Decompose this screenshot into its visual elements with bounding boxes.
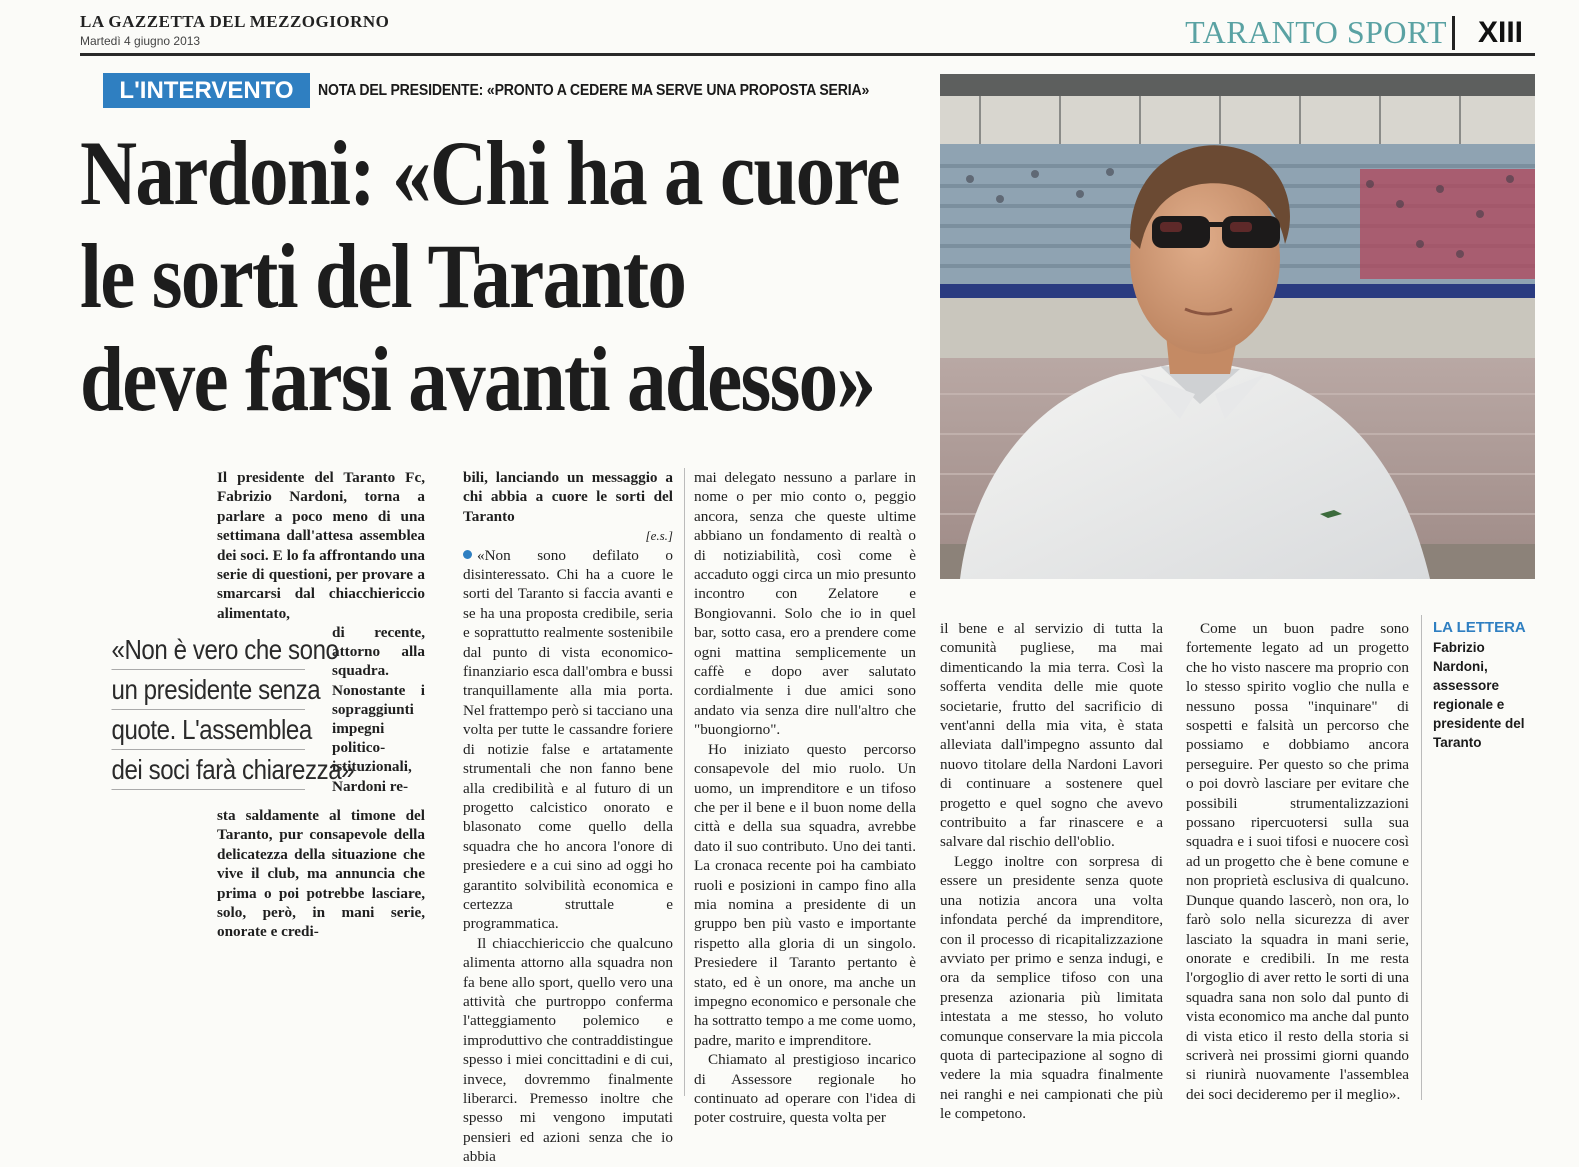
bullet-dot-icon <box>463 550 472 559</box>
headline <box>80 122 940 431</box>
photo-illustration <box>940 74 1535 579</box>
paper-name: LA GAZZETTA DEL MEZZOGIORNO <box>80 12 390 31</box>
photo-caption: Fabrizio Nardoni, assessore regionale e presidente del Taranto <box>1433 640 1525 750</box>
paragraph: Il chiacchiericcio che qualcuno alimenta attorno alla squadra non fa bene allo sport, quello vero una attività che purtroppo conferma l'atteggiamento polemico e improduttivo che contraddistingue spesso i miei concittadini e di cui, invece, dovremmo finalmente liberarci. Premesso inoltre che spesso mi vengono imputati pensieri ed azioni senza che io abbia <box>463 934 673 1166</box>
column-divider <box>684 468 685 1096</box>
paragraph: Chiamato al prestigioso incarico di Assessore regionale ho continuato ad operare con l'idea di poter costruire, questa volta per <box>694 1051 916 1127</box>
lead-paragraph-end: bili, lanciando un messaggio a chi abbia a cuore le sorti del Taranto <box>463 469 673 525</box>
kicker-label: L'INTERVENTO <box>103 73 310 108</box>
headline-line-1: Nardoni: «Chi ha a cuore <box>80 122 899 224</box>
paragraph-text: «Non sono defilato o disinteressato. Chi ha a cuore le sorti del Taranto si faccia avanti e se ha una proposta credibile, seria e soprattutto realmente sostenibile dal punto di vista economico-finanziario esca dall'ombra e bussi tranquillamente alla mia porta. Nel frattempo però si tacciano una volta per tutte le cassandre foriere di notizie false e artatamente strumentali che non fanno bene alla credibilità e al futuro di un progetto calcistico onorato e blasonato come quello della squadra che ho ancora l'onore di presiedere e a cui sino ad oggi ho garantito solvibilità economica e certezza struttale e programmatica. <box>463 546 673 933</box>
lead-paragraph-side: di recente, attorno alla squadra. Nonostante i sopraggiunti impegni politico-istituzionali, Nardoni re- <box>332 624 425 795</box>
lead-paragraph-bottom: sta saldamente al timone del Taranto, pur consapevole della delicatezza della situazione che vive il club, ma annuncia che prima o poi potrebbe lasciare, solo, però, in mani serie, onorate e credi- <box>217 807 425 941</box>
column-3 <box>694 468 916 1128</box>
pull-quote-line-3: quote. L'assemblea <box>112 710 306 750</box>
lead-paragraph-top: Il presidente del Taranto Fc, Fabrizio Nardoni, torna a parlare a poco meno di una settimana dall'attesa assemblea dei soci. E lo fa affrontando una serie di questioni, per provare a smarcarsi dal chiacchiericcio alimentato, <box>217 469 425 622</box>
paragraph: Ho iniziato questo percorso consapevole del mio ruolo. Un uomo, un imprenditore e un tifoso che per il bene e il buon nome della città e della sua squadra, avrebbe dato il suo contributo. Uno dei tanti. La cronaca recente poi ha cambiato ruoli e posizioni in campo fino alla mia nomina a presidente di un gruppo ben più vasto e importante rispetto alla gloria di un singolo. Presiedere il Taranto pertanto è stato, ed è un onore, ma anche un impegno economico e personale che ha sottratto tempo a me come uomo, padre, marito e imprenditore. <box>694 740 916 1049</box>
pull-quote-line-2: un presidente senza <box>112 670 306 710</box>
column-2 <box>463 468 673 1167</box>
pull-quote <box>111 630 355 790</box>
author-signature: [e.s.] <box>645 528 673 544</box>
column-5 <box>1186 619 1409 1104</box>
paragraph: il bene e al servizio di tutta la comunità pugliese, ma mai dimenticando la mia terra. Così la sofferta vendita delle mie quote societarie, frutto del sacrificio di vent'anni della mia vita, è stata alleviata dall'impegno assunto dal nuovo titolare della Nardoni Lavori di continuare a sostenere quel progetto e quel sogno che avevo contribuito a far rinascere e a salvare dal rischio dell'oblio. <box>940 620 1163 851</box>
page-number: XIII <box>1477 16 1523 49</box>
paragraph <box>463 546 673 934</box>
photo-portrait <box>940 74 1535 579</box>
section-separator <box>1452 16 1455 50</box>
sidebar-label: LA LETTERA <box>1433 619 1526 636</box>
issue-date: Martedì 4 giugno 2013 <box>80 34 201 48</box>
paragraph: mai delegato nessuno a parlare in nome o per mio conto o, peggio ancora, senza che queste ultime abbiano un fondamento di realtà o di notiziabilità, così come è accaduto oggi circa un mio presunto incontro con Zelatore e Bongiovanni. Solo che io in quel bar, sotto casa, ero a prendere come ogni mattina semplicemente un caffè e dopo aver salutato cordialmente i due amici sono andato via senza dire null'altro che "buongiorno". <box>694 469 916 739</box>
kicker-text: NOTA DEL PRESIDENTE: «PRONTO A CEDERE MA SERVE UNA PROPOSTA SERIA» <box>318 82 870 99</box>
section-name: TARANTO SPORT <box>1185 14 1447 50</box>
column-4 <box>940 619 1163 1124</box>
headline-line-3: deve farsi avanti adesso» <box>80 328 875 430</box>
sidebar-divider <box>1421 615 1422 1100</box>
headline-line-2: le sorti del Taranto <box>80 225 686 327</box>
paragraph: Leggo inoltre con sorpresa di essere un presidente senza quote una notizia ancora una volta infondata perché da imprenditore, con il processo di ricapitalizzazione avviato per primo e senza indugi, e ora da semplice tifoso con una presenza azionaria più limitata intestata a me stesso, ho voluto comunque conservare la mia piccola quota di partecipazione al sogno di vedere la mia squadra finalmente nei ranghi e nei campionati che più le competono. <box>940 852 1163 1123</box>
pull-quote-line-1: «Non è vero che sono <box>112 630 306 670</box>
masthead <box>80 10 1535 56</box>
pull-quote-line-4: dei soci farà chiarezza» <box>112 750 306 790</box>
paragraph: Come un buon padre sono fortemente legato ad un progetto che ho visto nascere ma proprio con lo stesso spirito voglio che nulla e nessuno possa "inquinare" di sospetti e falsità un percorso che possiamo e dobbiamo ancora perseguire. Per questo so che prima o poi dovrò lasciare per evitare che possibili strumentalizzazioni possano ripercuotersi sulla sua squadra e i suoi tifosi e nuocere così ad un progetto che è bene comune e non proprietà esclusiva di qualcuno. Dunque quando lascerò, non ora, lo farò solo nella sicurezza di aver lasciato la squadra in mani serie, onorate e credibili. In me resta l'orgoglio di aver retto le sorti di una squadra sana non solo dal punto di vista economico ma anche dal punto di vista etico il resto della storia si scriverà nei prossimi giorni quando si riunirà nuovamente l'assemblea dei soci decideremo per il meglio». <box>1186 620 1409 1103</box>
